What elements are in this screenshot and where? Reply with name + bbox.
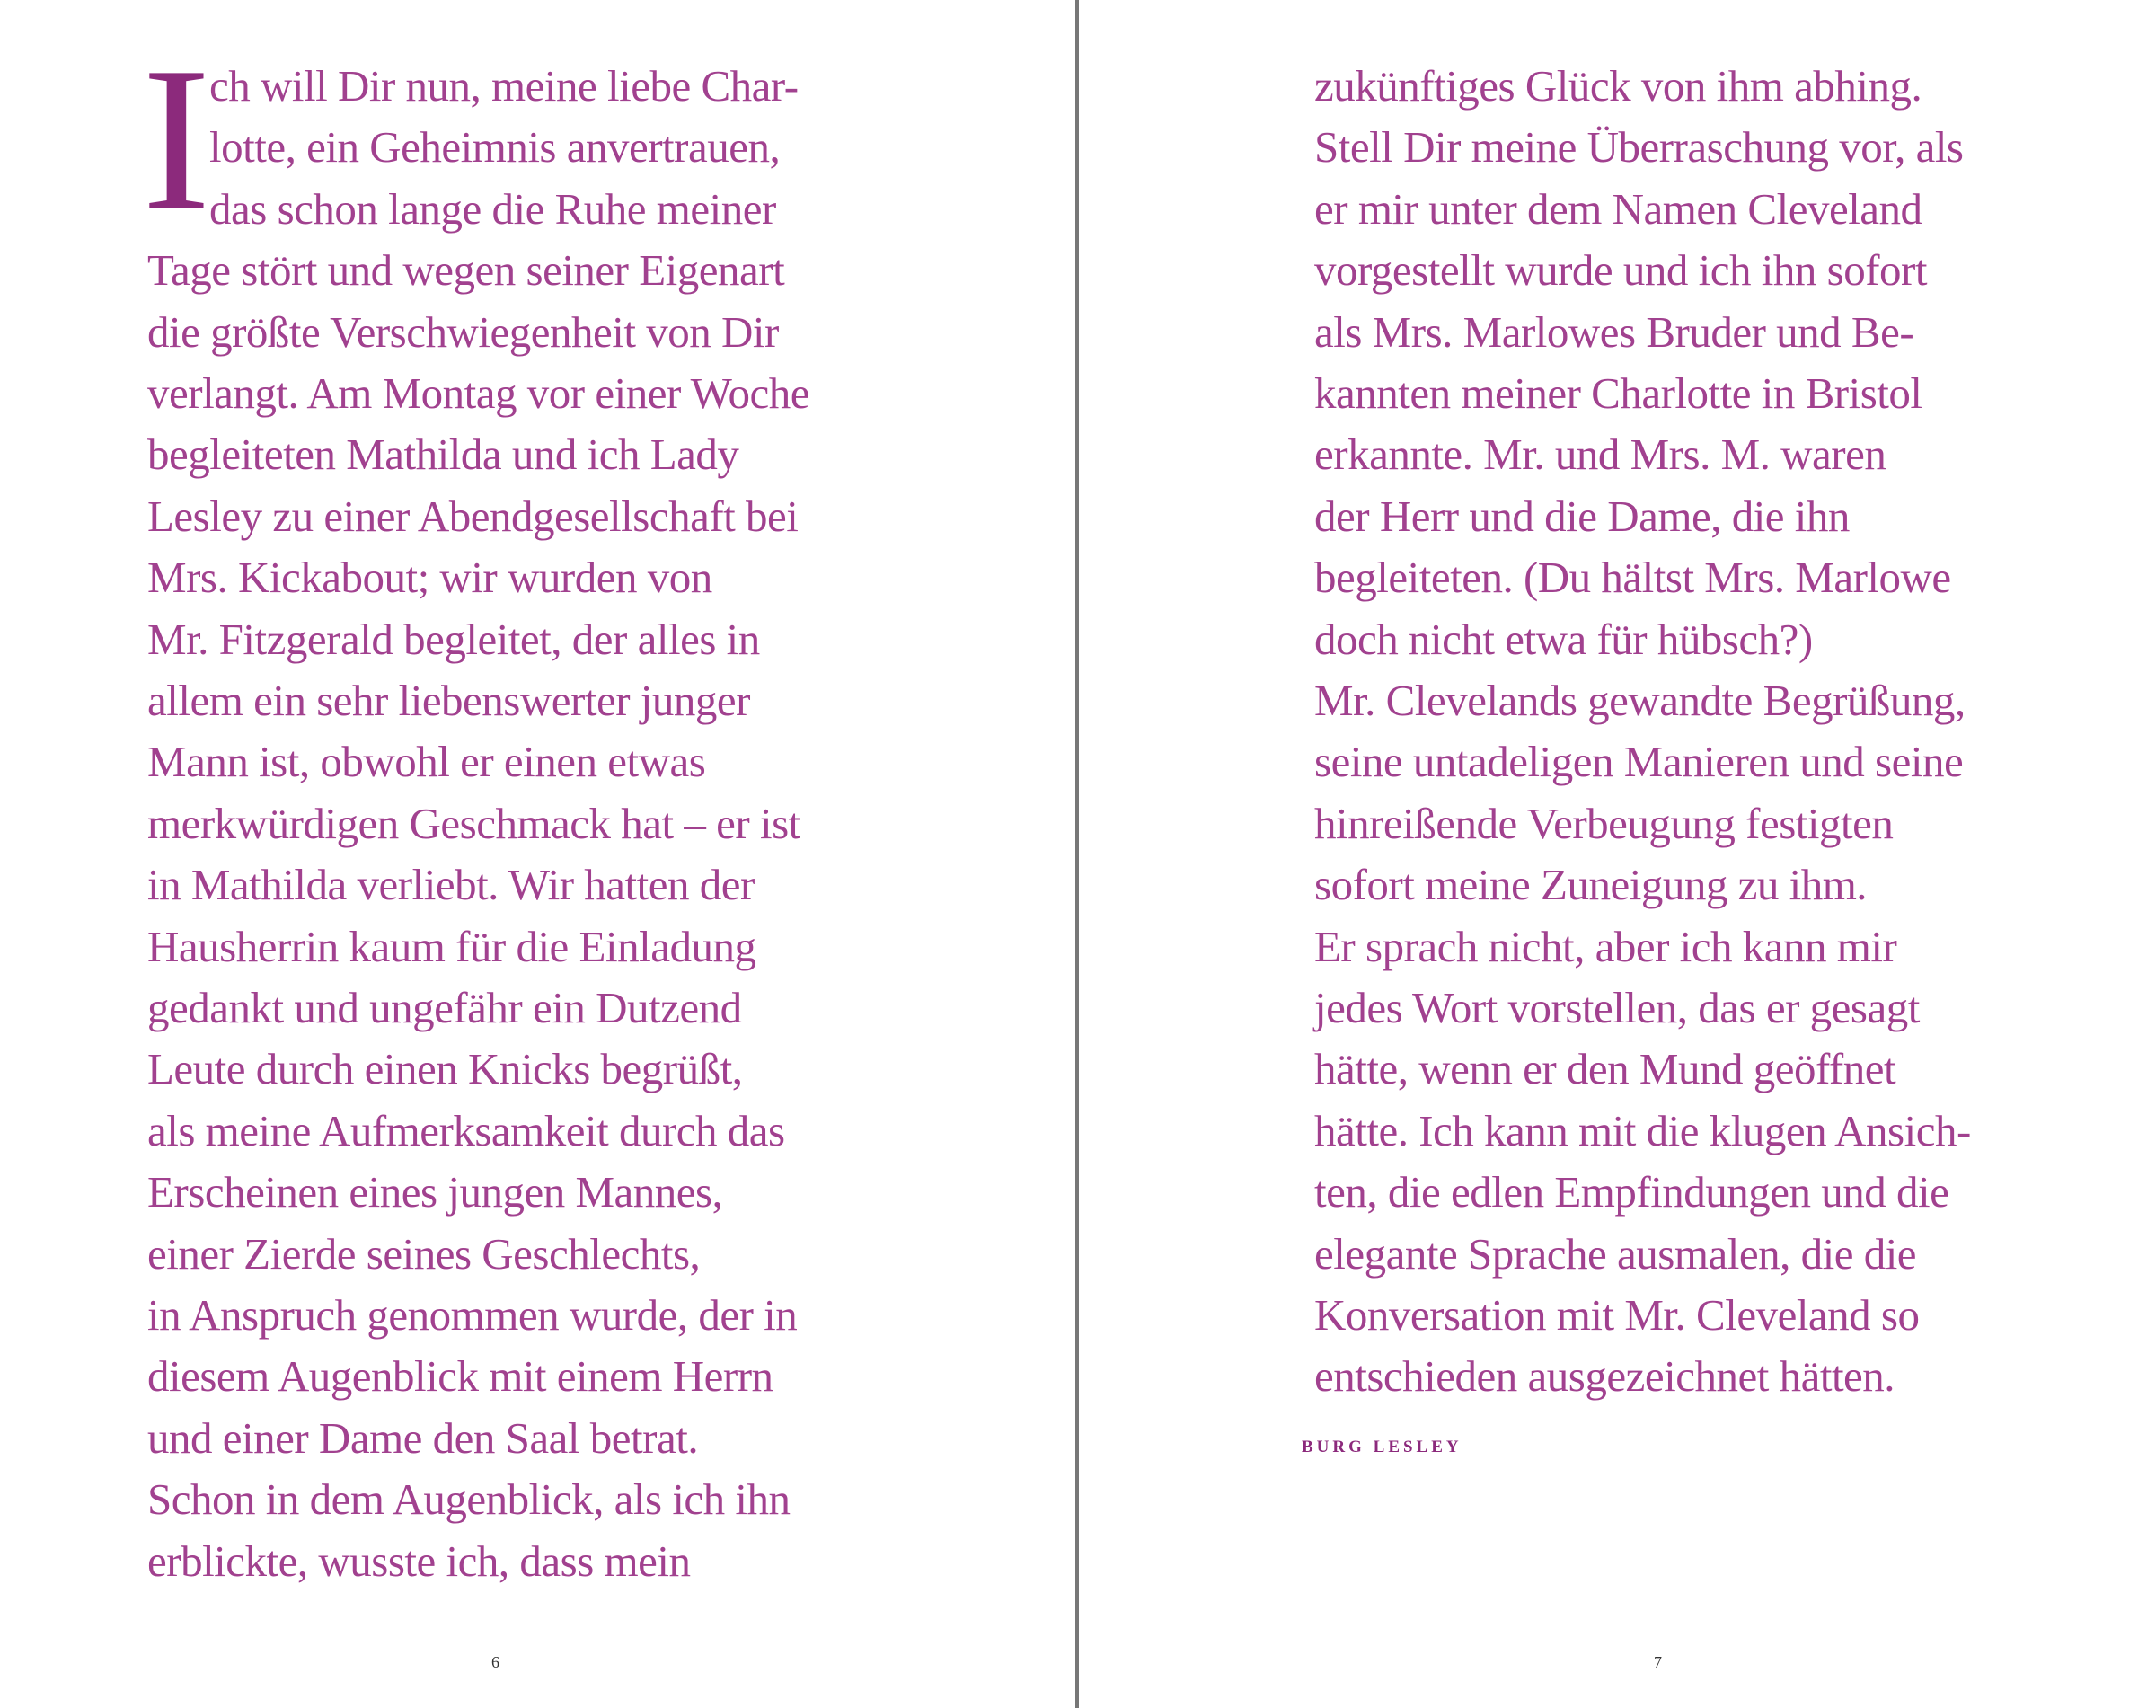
text-line: sofort meine Zuneigung zu ihm. xyxy=(1314,860,1868,910)
text-line: Leute durch einen Knicks begrüßt, xyxy=(147,1044,743,1094)
text-line: Tage stört und wegen seiner Eigenart xyxy=(147,245,785,296)
text-line: verlangt. Am Montag vor einer Woche xyxy=(147,368,809,418)
text-line: erkannte. Mr. und Mrs. M. waren xyxy=(1314,429,1886,480)
right-page xyxy=(1079,0,2156,1708)
text-line: hinreißende Verbeugung festigten xyxy=(1314,798,1894,848)
text-line: die größte Verschwiegenheit von Dir xyxy=(147,306,779,357)
left-page xyxy=(0,0,1075,1708)
text-line: und einer Dame den Saal betrat. xyxy=(147,1412,699,1463)
text-line: Mann ist, obwohl er einen etwas xyxy=(147,737,706,787)
text-line: der Herr und die Dame, die ihn xyxy=(1314,491,1850,541)
text-line: in Mathilda verliebt. Wir hatten der xyxy=(147,860,755,910)
text-line: elegante Sprache ausmalen, die die xyxy=(1314,1228,1917,1279)
text-line: seine untadeligen Manieren und seine xyxy=(1314,737,1964,787)
text-line: merkwürdigen Geschmack hat – er ist xyxy=(147,798,800,848)
text-line: in Anspruch genommen wurde, der in xyxy=(147,1290,798,1340)
text-line: Stell Dir meine Überraschung vor, als xyxy=(1314,122,1964,173)
text-line: Hausherrin kaum für die Einladung xyxy=(147,921,756,971)
text-line: hätte. Ich kann mit die klugen Ansich- xyxy=(1314,1105,1971,1155)
text-line: doch nicht etwa für hübsch?) xyxy=(1314,614,1813,664)
text-line: erblickte, wusste ich, dass mein xyxy=(147,1535,691,1586)
text-line: hätte, wenn er den Mund geöffnet xyxy=(1314,1044,1896,1094)
text-line: Konversation mit Mr. Cleveland so xyxy=(1314,1290,1920,1340)
text-line: Mr. Clevelands gewandte Begrüßung, xyxy=(1314,676,1966,725)
text-line: Mr. Fitzgerald begleitet, der alles in xyxy=(147,614,760,664)
text-line: entschieden ausgezeichnet hätten. xyxy=(1314,1351,1895,1402)
letter-signature: BURG LESLEY xyxy=(1302,1438,1462,1456)
page-number-left: 6 xyxy=(491,1653,499,1671)
text-line: er mir unter dem Namen Cleveland xyxy=(1314,183,1922,234)
text-line: ten, die edlen Empfindungen und die xyxy=(1314,1167,1949,1217)
drop-cap: I xyxy=(142,24,211,253)
text-line: jedes Wort vorstellen, das er gesagt xyxy=(1314,983,1920,1032)
page-number-right: 7 xyxy=(1654,1653,1662,1671)
text-line: lotte, ein Geheimnis anvertrauen, xyxy=(209,122,781,173)
text-line: Erscheinen eines jungen Mannes, xyxy=(147,1167,723,1217)
text-line: als meine Aufmerksamkeit durch das xyxy=(147,1105,785,1155)
text-line: Er sprach nicht, aber ich kann mir xyxy=(1314,921,1897,971)
text-line: einer Zierde seines Geschlechts, xyxy=(147,1228,701,1279)
text-line: Mrs. Kickabout; wir wurden von xyxy=(147,553,712,603)
text-line: ch will Dir nun, meine liebe Char- xyxy=(209,61,799,111)
text-line: kannten meiner Charlotte in Bristol xyxy=(1314,368,1922,418)
text-line: gedankt und ungefähr ein Dutzend xyxy=(147,983,742,1032)
text-line: Lesley zu einer Abendgesellschaft bei xyxy=(147,491,799,541)
text-line: begleiteten. (Du hältst Mrs. Marlowe xyxy=(1314,553,1951,603)
text-line: Schon in dem Augenblick, als ich ihn xyxy=(147,1474,791,1525)
text-line: zukünftiges Glück von ihm abhing. xyxy=(1314,61,1922,111)
text-line: allem ein sehr liebenswerter junger xyxy=(147,676,750,725)
text-line: vorgestellt wurde und ich ihn sofort xyxy=(1314,245,1927,296)
text-line: diesem Augenblick mit einem Herrn xyxy=(147,1351,773,1402)
text-line: begleiteten Mathilda und ich Lady xyxy=(147,429,739,480)
text-line: das schon lange die Ruhe meiner xyxy=(209,183,776,234)
text-line: als Mrs. Marlowes Bruder und Be- xyxy=(1314,306,1914,357)
